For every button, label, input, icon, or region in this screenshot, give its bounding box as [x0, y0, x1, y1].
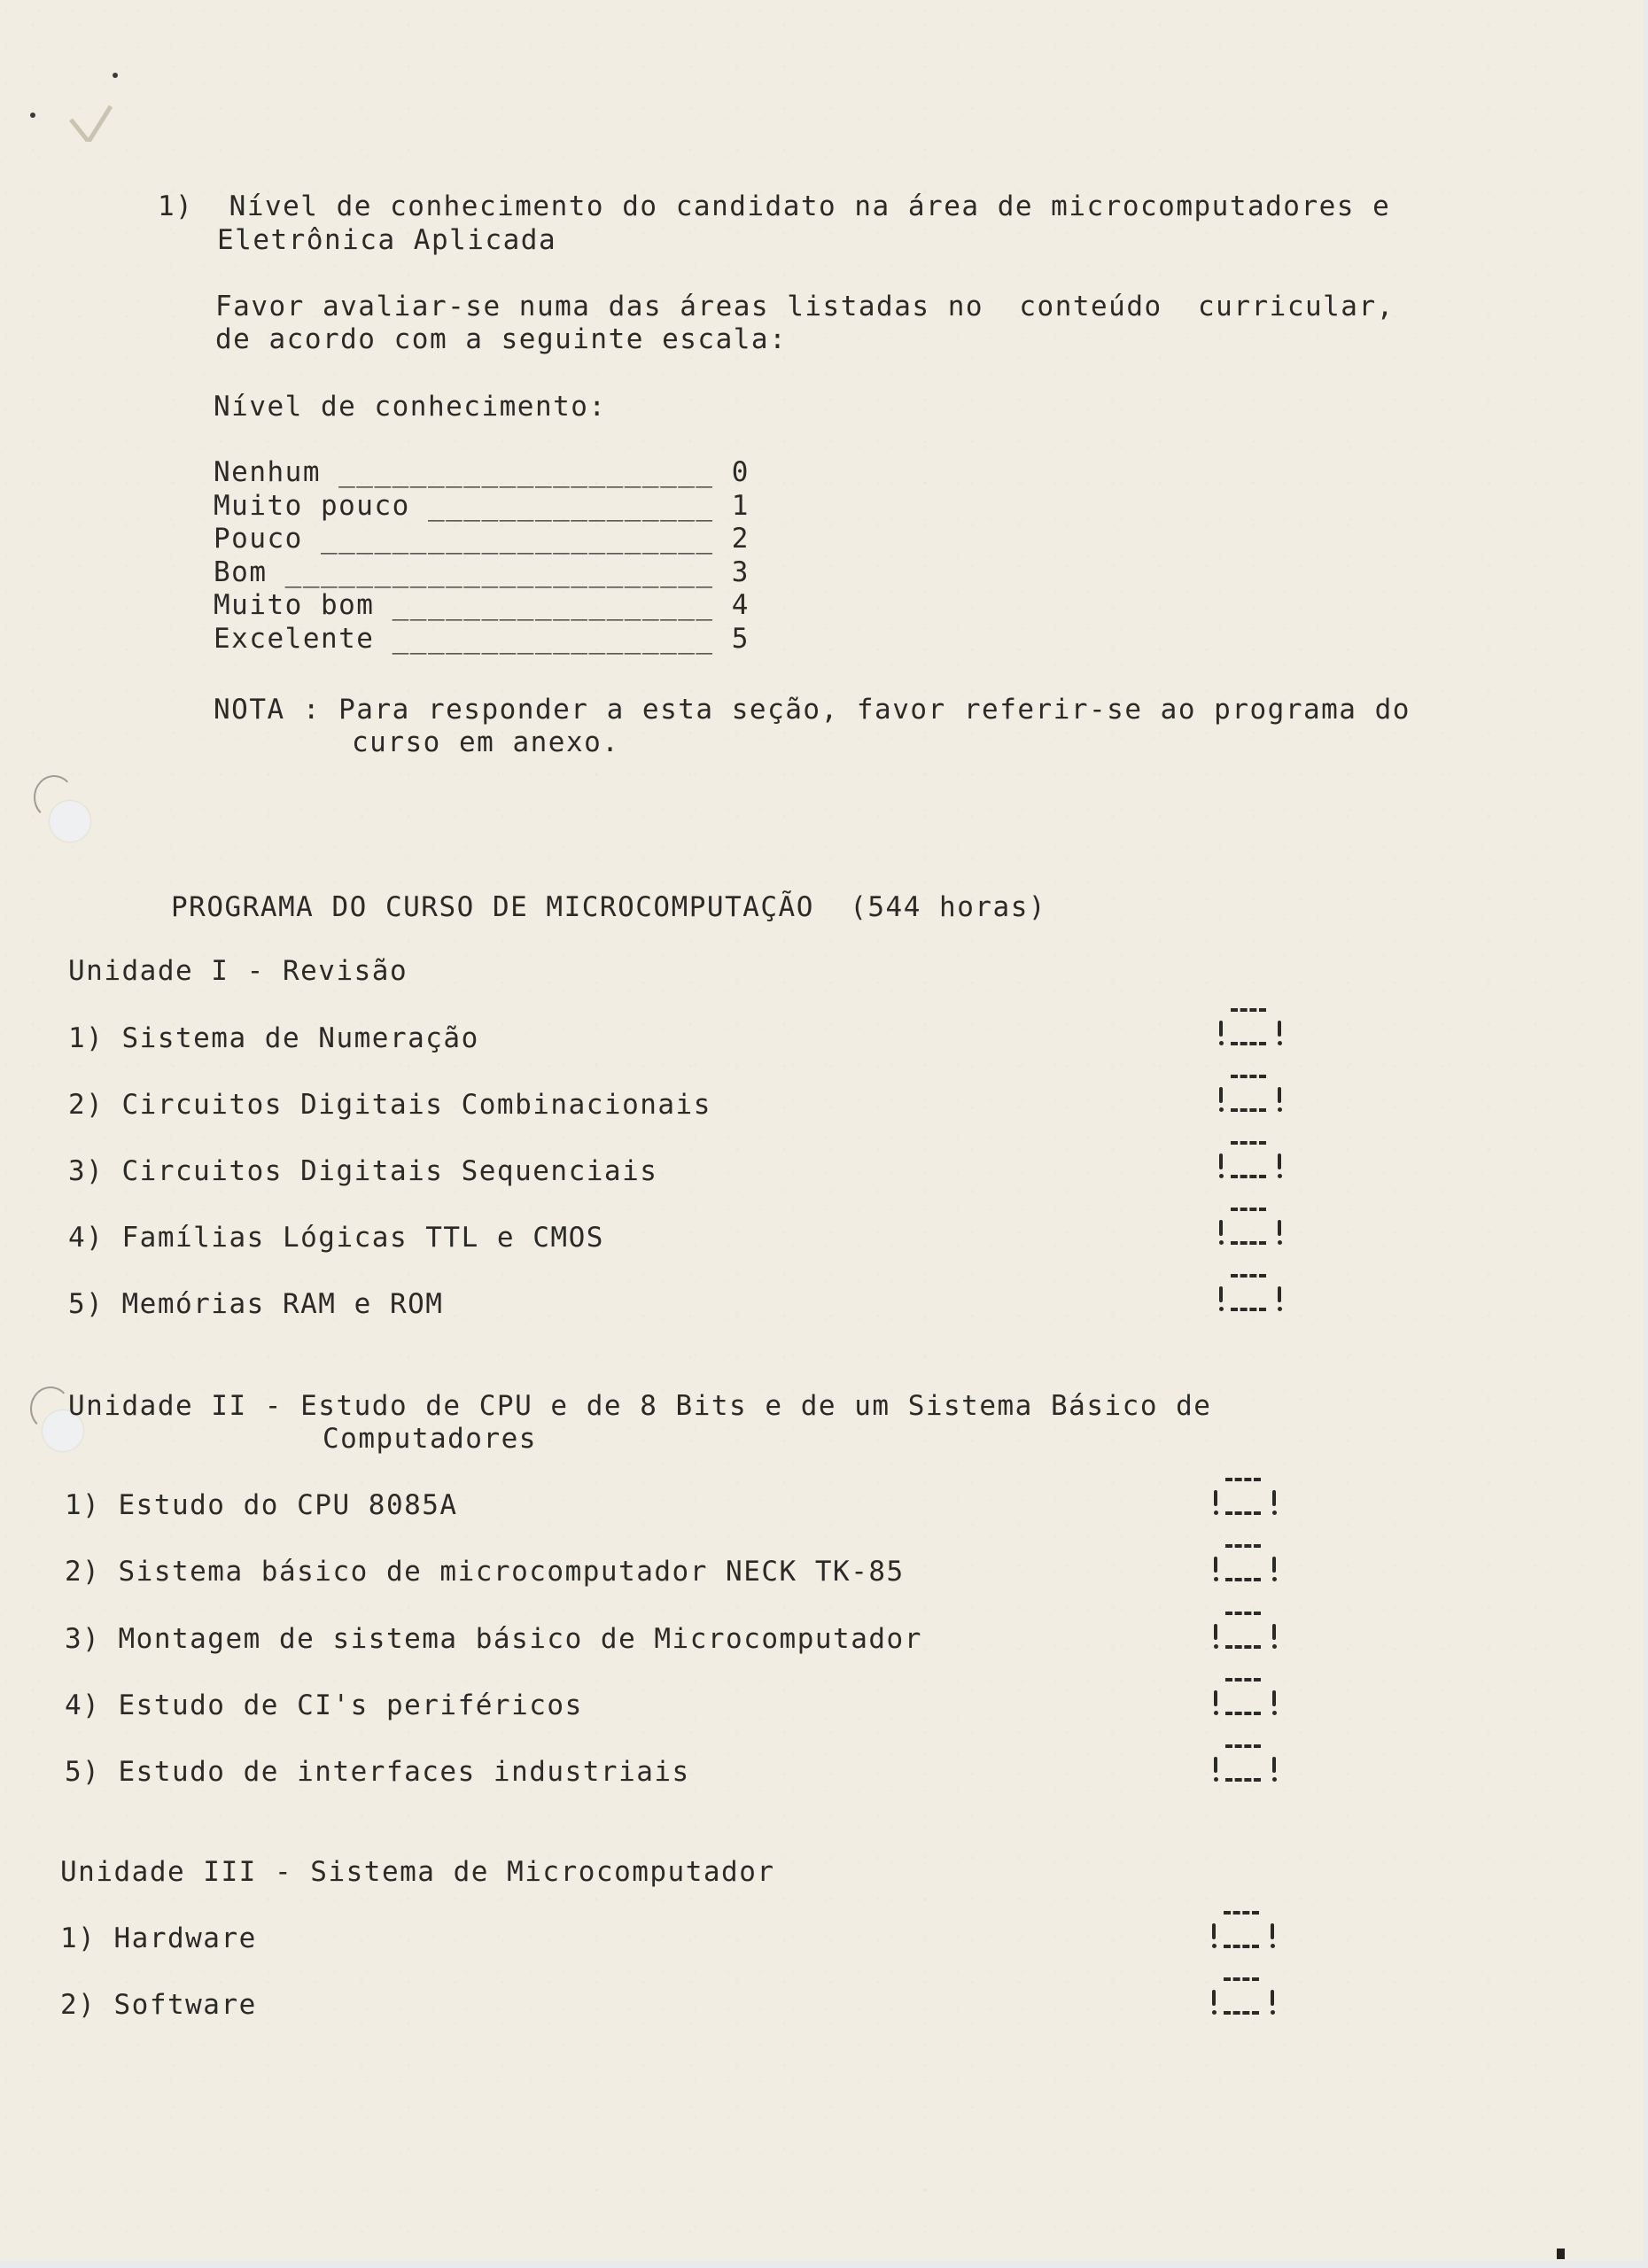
- unit-heading: Unidade I - Revisão: [68, 955, 408, 987]
- scale-leader: _____________________: [320, 456, 714, 488]
- scale-row: [214, 489, 750, 523]
- course-item: 3) Montagem de sistema básico de Microcomputador: [65, 1623, 922, 1655]
- rating-checkbox[interactable]: [1212, 1911, 1274, 1961]
- course-item: 5) Memórias RAM e ROM: [68, 1288, 444, 1320]
- scale-leader: ________________: [409, 490, 714, 522]
- unit-heading: Unidade II - Estudo de CPU e de 8 Bits e de um Sistema Básico de: [68, 1390, 1212, 1422]
- scale-leader: __________________: [374, 589, 714, 621]
- instruction-text-cont: de acordo com a seguinte escala:: [215, 323, 788, 355]
- scale-row: [214, 588, 750, 622]
- course-item: 4) Famílias Lógicas TTL e CMOS: [68, 1222, 604, 1254]
- course-item: 3) Circuitos Digitais Sequenciais: [68, 1155, 658, 1187]
- rating-checkbox[interactable]: [1219, 1075, 1281, 1124]
- paper-tear-mark: [27, 35, 159, 142]
- course-item: 2) Software: [60, 1989, 257, 2021]
- course-item: 2) Sistema básico de microcomputador NECK TK-85: [65, 1556, 905, 1588]
- rating-checkbox[interactable]: [1214, 1678, 1276, 1728]
- section1-heading: 1) Nível de conhecimento do candidato na área de microcomputadores e: [158, 190, 1391, 222]
- scale-value: 0: [731, 456, 750, 488]
- scale-label: Muito pouco: [214, 490, 410, 522]
- course-item: 1) Sistema de Numeração: [68, 1022, 479, 1054]
- scale-row: [214, 622, 750, 656]
- scale-value: 4: [731, 589, 750, 621]
- rating-checkbox[interactable]: [1214, 1544, 1276, 1594]
- scale-label: Muito bom: [214, 589, 375, 621]
- note-text-cont: curso em anexo.: [352, 726, 620, 758]
- scale-row: [214, 455, 750, 489]
- unit-heading: Unidade III - Sistema de Microcomputador: [60, 1856, 775, 1888]
- scale-value: 3: [731, 556, 750, 588]
- section1-heading-cont: Eletrônica Aplicada: [217, 224, 557, 256]
- rating-checkbox[interactable]: [1219, 1208, 1281, 1257]
- course-item: 4) Estudo de CI's periféricos: [65, 1689, 583, 1721]
- rating-checkbox[interactable]: [1219, 1274, 1281, 1324]
- rating-checkbox[interactable]: [1219, 1141, 1281, 1191]
- scale-leader: ______________________: [302, 523, 714, 555]
- unit-heading-cont: Computadores: [323, 1423, 537, 1455]
- scan-artifact: [1557, 2249, 1565, 2259]
- rating-checkbox[interactable]: [1214, 1478, 1276, 1527]
- scale-label: Excelente: [214, 623, 375, 655]
- scale-value: 1: [731, 490, 750, 522]
- course-item: 2) Circuitos Digitais Combinacionais: [68, 1089, 711, 1121]
- punch-hole: [50, 801, 90, 842]
- scale-label: Nenhum: [214, 456, 321, 488]
- scale-leader: __________________: [374, 623, 714, 655]
- rating-checkbox[interactable]: [1212, 1977, 1274, 2027]
- scale-label: Pouco: [214, 523, 303, 555]
- rating-checkbox[interactable]: [1214, 1612, 1276, 1661]
- rating-checkbox[interactable]: [1219, 1008, 1281, 1058]
- instruction-text: Favor avaliar-se numa das áreas listadas no conteúdo curricular,: [215, 291, 1395, 322]
- course-item: 1) Estudo do CPU 8085A: [65, 1489, 458, 1521]
- scale-row: [214, 555, 750, 589]
- scale-row: [214, 522, 750, 555]
- note-text: NOTA : Para responder a esta seção, favor referir-se ao programa do: [214, 694, 1411, 726]
- course-item: 1) Hardware: [60, 1922, 257, 1954]
- program-title: PROGRAMA DO CURSO DE MICROCOMPUTAÇÃO (544 horas): [171, 891, 1047, 923]
- scale-leader: ________________________: [267, 556, 714, 588]
- scale-value: 5: [731, 623, 750, 655]
- course-item: 5) Estudo de interfaces industriais: [65, 1756, 690, 1788]
- scale-title: Nível de conhecimento:: [214, 391, 607, 423]
- rating-checkbox[interactable]: [1214, 1744, 1276, 1794]
- scale-value: 2: [731, 523, 750, 555]
- scale-label: Bom: [214, 556, 268, 588]
